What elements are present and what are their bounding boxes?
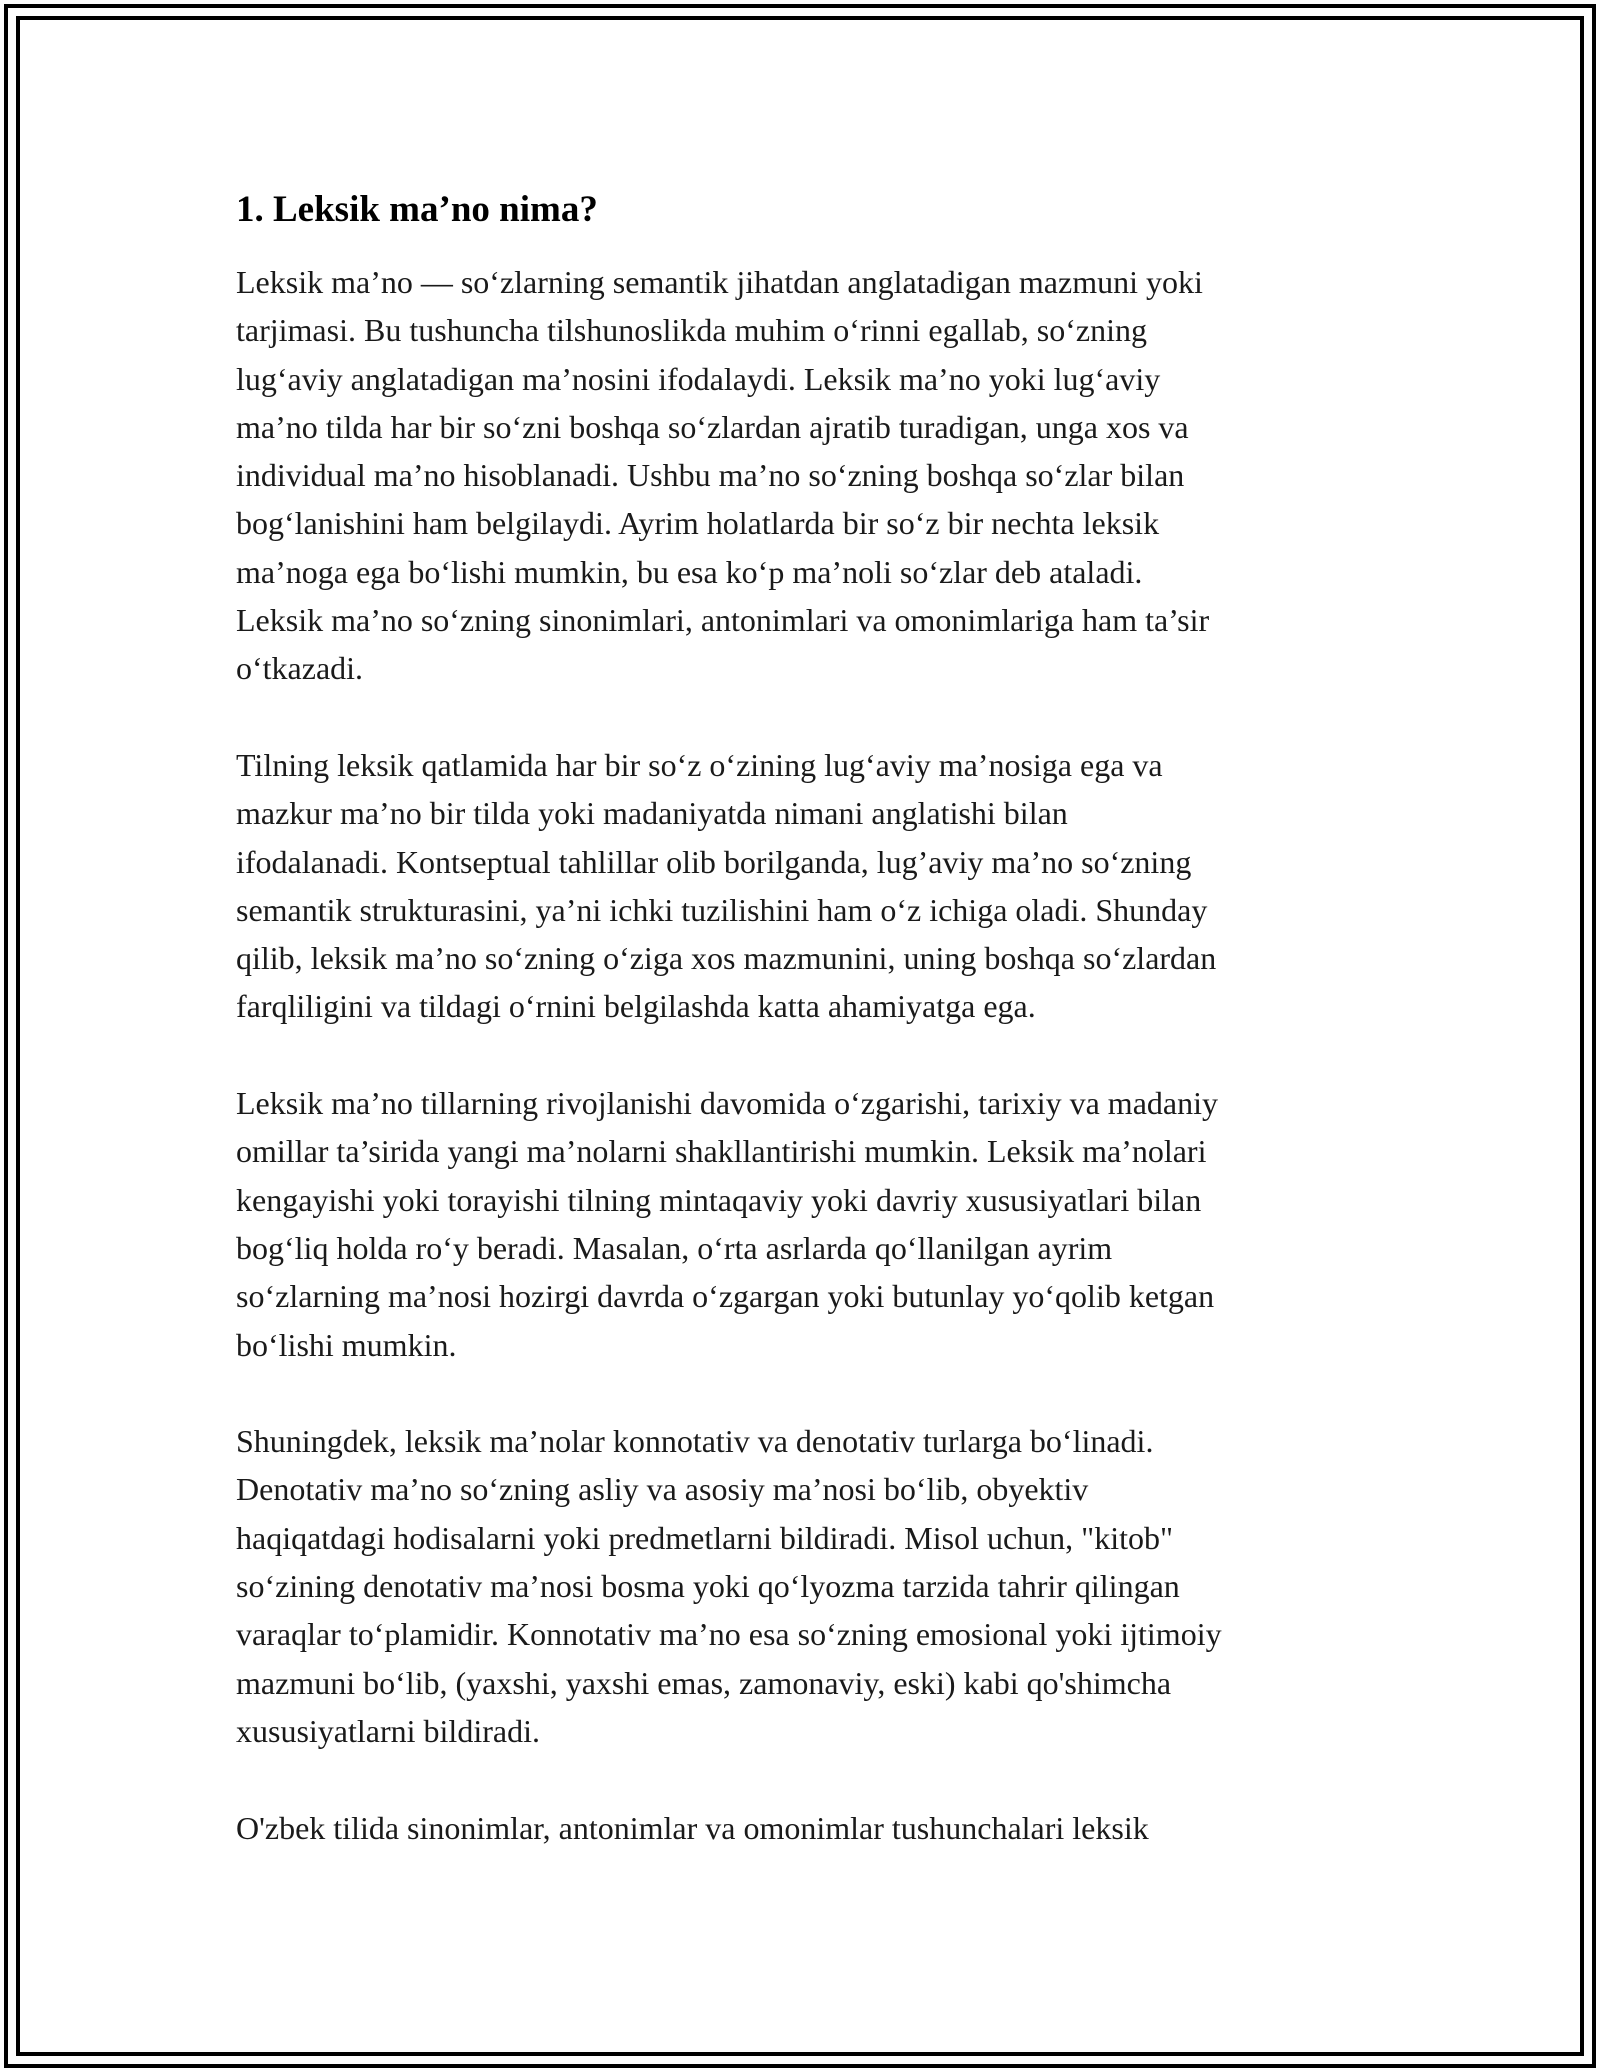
text-line: Shuningdek, leksik ma’nolar konnotativ va denotativ turlarga bo‘linadi. bbox=[236, 1423, 1154, 1460]
text-line: tarjimasi. Bu tushuncha tilshunoslikda muhim o‘rinni egallab, so‘zning bbox=[236, 312, 1147, 349]
text-line: o‘tkazadi. bbox=[236, 650, 364, 687]
text-line: so‘zining denotativ ma’nosi bosma yoki qo‘lyozma tarzida tahrir qilingan bbox=[236, 1568, 1180, 1605]
paragraph bbox=[236, 741, 1396, 1031]
text-line: qilib, leksik ma’no so‘zning o‘ziga xos mazmunini, uning boshqa so‘zlardan bbox=[236, 940, 1217, 977]
text-line: semantik strukturasini, ya’ni ichki tuzilishini ham o‘z ichiga oladi. Shunday bbox=[236, 891, 1208, 928]
text-line: haqiqatdagi hodisalarni yoki predmetlarni bildiradi. Misol uchun, "kitob" bbox=[236, 1519, 1174, 1556]
text-line: kengayishi yoki torayishi tilning mintaqaviy yoki davriy xususiyatlari bilan bbox=[236, 1181, 1202, 1218]
text-line: bo‘lishi mumkin. bbox=[236, 1326, 457, 1363]
text-line: lug‘aviy anglatadigan ma’nosini ifodalaydi. Leksik ma’no yoki lug‘aviy bbox=[236, 360, 1161, 397]
text-line: ma’no tilda har bir so‘zni boshqa so‘zlardan ajratib turadigan, unga xos va bbox=[236, 408, 1189, 445]
text-line: Leksik ma’no tillarning rivojlanishi davomida o‘zgarishi, tarixiy va madaniy bbox=[236, 1085, 1218, 1122]
text-line: Leksik ma’no — so‘zlarning semantik jihatdan anglatadigan mazmuni yoki bbox=[236, 264, 1203, 300]
text-line: ifodalanadi. Kontseptual tahlillar olib borilganda, lug’aviy ma’no so‘zning bbox=[236, 843, 1192, 880]
text-line: mazmuni bo‘lib, (yaxshi, yaxshi emas, zamonaviy, eski) kabi qo'shimcha bbox=[236, 1664, 1172, 1701]
text-line: bog‘lanishini ham belgilaydi. Ayrim holatlarda bir so‘z bir nechta leksik bbox=[236, 505, 1160, 542]
text-line: bog‘liq holda ro‘y beradi. Masalan, o‘rta asrlarda qo‘llanilgan ayrim bbox=[236, 1229, 1113, 1266]
text-line: varaqlar to‘plamidir. Konnotativ ma’no esa so‘zning emosional yoki ijtimoiy bbox=[236, 1616, 1222, 1653]
paragraph bbox=[236, 1804, 1396, 1852]
text-line: Leksik ma’no so‘zning sinonimlari, antonimlari va omonimlariga ham ta’sir bbox=[236, 602, 1210, 639]
text-line: Denotativ ma’no so‘zning asliy va asosiy ma’nosi bo‘lib, obyektiv bbox=[236, 1471, 1089, 1508]
section-heading: 1. Leksik ma’no nima? bbox=[236, 189, 598, 230]
text-line: farqliligini va tildagi o‘rnini belgilashda katta ahamiyatga ega. bbox=[236, 988, 1036, 1025]
document-body bbox=[236, 186, 1396, 1900]
text-line: O'zbek tilida sinonimlar, antonimlar va omonimlar tushunchalari leksik bbox=[236, 1809, 1149, 1846]
text-line: xususiyatlarni bildiradi. bbox=[236, 1712, 540, 1749]
paragraph bbox=[236, 1079, 1396, 1369]
text-line: omillar ta’sirida yangi ma’nolarni shakllantirishi mumkin. Leksik ma’nolari bbox=[236, 1133, 1207, 1170]
paragraph bbox=[236, 258, 1396, 693]
text-line: ma’noga ega bo‘lishi mumkin, bu esa ko‘p ma’noli so‘zlar deb ataladi. bbox=[236, 553, 1143, 590]
text-line: so‘zlarning ma’nosi hozirgi davrda o‘zgargan yoki butunlay yo‘qolib ketgan bbox=[236, 1278, 1215, 1315]
text-line: individual ma’no hisoblanadi. Ushbu ma’no so‘zning boshqa so‘zlar bilan bbox=[236, 457, 1185, 494]
text-line: Tilning leksik qatlamida har bir so‘z o‘zining lug‘aviy ma’nosiga ega va bbox=[236, 746, 1163, 783]
text-line: mazkur ma’no bir tilda yoki madaniyatda nimani anglatishi bilan bbox=[236, 795, 1068, 832]
paragraph bbox=[236, 1417, 1396, 1755]
